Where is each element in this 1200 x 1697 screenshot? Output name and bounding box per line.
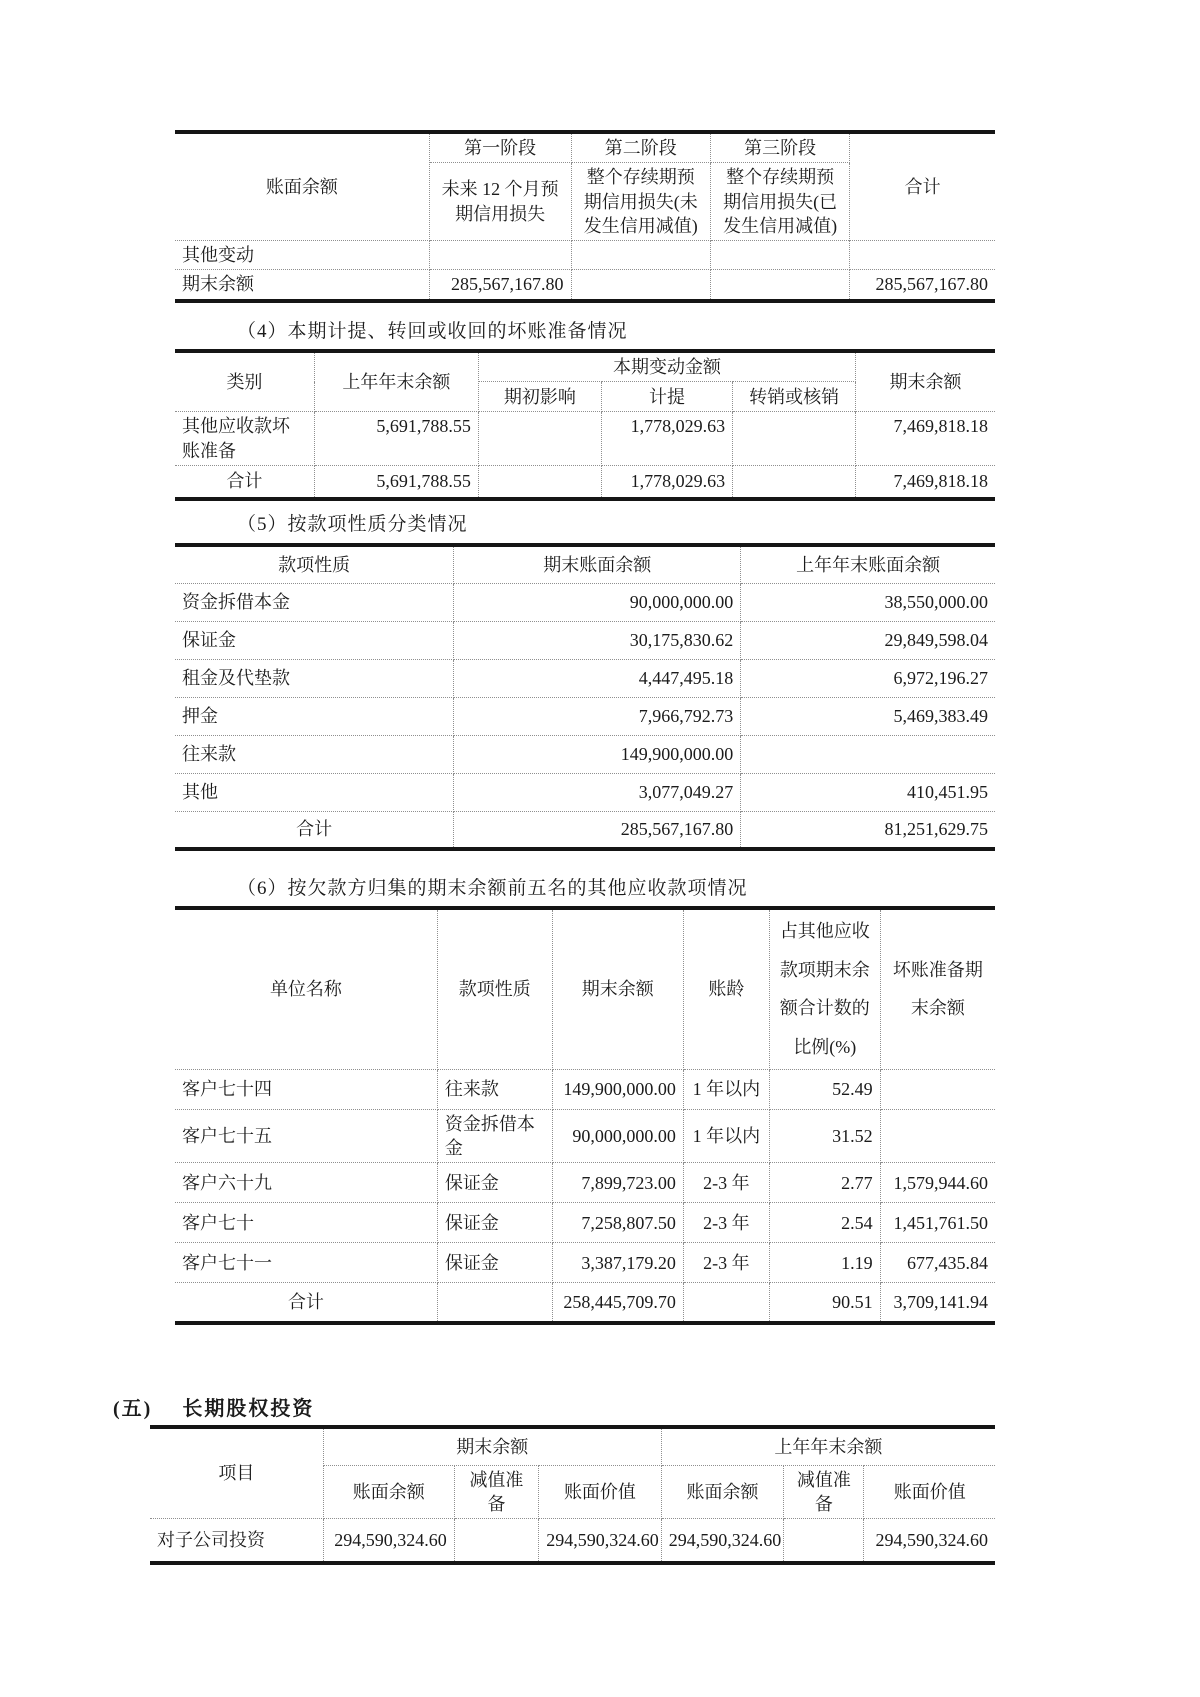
value-cell: 90.51 [769, 1283, 880, 1323]
header-cell-entity: 单位名称 [175, 908, 437, 1069]
header-cell-stage2: 第二阶段 [571, 132, 710, 163]
table-row [175, 241, 995, 270]
header-cell-prev-balance: 上年年末账面余额 [741, 545, 995, 583]
header-cell-writeoff: 转销或核销 [733, 382, 856, 412]
header-cell-book-value: 账面价值 [539, 1465, 662, 1519]
empty-cell [880, 1109, 995, 1163]
value-cell: 5,691,788.55 [314, 412, 478, 466]
value-cell: 2-3 年 [683, 1243, 769, 1283]
label-cell: 客户七十一 [175, 1243, 437, 1283]
value-cell: 3,387,179.20 [552, 1243, 683, 1283]
value-cell: 285,567,167.80 [850, 270, 995, 301]
long-term-equity-table [150, 1425, 995, 1565]
top-five-debtors-table-wrap [175, 906, 995, 1325]
header-cell-book-balance: 账面余额 [323, 1465, 454, 1519]
table-row [175, 1163, 995, 1203]
value-cell: 资金拆借本金 [437, 1109, 552, 1163]
header-cell-impairment-prev: 减值准备 [784, 1465, 864, 1519]
header-cell-change-group: 本期变动金额 [478, 351, 855, 382]
table-row [175, 1109, 995, 1163]
corner-header-cell: 账面余额 [175, 132, 429, 241]
header-cell-prev-group: 上年年末余额 [661, 1427, 995, 1465]
empty-cell [850, 241, 995, 270]
value-cell: 2.54 [769, 1203, 880, 1243]
section-5-heading: （5）按款项性质分类情况 [237, 514, 468, 535]
value-cell: 往来款 [437, 1069, 552, 1109]
table-row [175, 583, 995, 621]
empty-cell [571, 270, 710, 301]
header-cell-item: 项目 [150, 1427, 323, 1519]
label-cell: 其他变动 [175, 241, 429, 270]
empty-cell [571, 241, 710, 270]
header-cell-stage1-desc: 未来 12 个月预期信用损失 [429, 163, 571, 241]
value-cell: 1,778,029.63 [601, 465, 732, 499]
value-cell: 7,469,818.18 [856, 465, 995, 499]
bad-debt-provision-table-wrap [175, 349, 995, 501]
label-cell: 保证金 [175, 621, 454, 659]
value-cell: 90,000,000.00 [454, 583, 741, 621]
table-row-total [175, 1283, 995, 1323]
header-cell-category: 类别 [175, 351, 314, 412]
header-cell-ending-group: 期末余额 [323, 1427, 661, 1465]
table-row [175, 1203, 995, 1243]
label-cell: 资金拆借本金 [175, 583, 454, 621]
nature-classification-table [175, 543, 995, 851]
table-row-total [175, 465, 995, 499]
value-cell: 5,469,383.49 [741, 697, 995, 735]
header-cell-total: 合计 [850, 132, 995, 241]
value-cell: 294,590,324.60 [539, 1519, 662, 1563]
label-cell: 客户七十四 [175, 1069, 437, 1109]
bad-debt-provision-table [175, 349, 995, 501]
header-cell-accrual: 计提 [601, 382, 732, 412]
nature-classification-table-wrap [175, 543, 995, 851]
value-cell: 29,849,598.04 [741, 621, 995, 659]
header-cell-ending: 期末余额 [552, 908, 683, 1069]
label-cell: 合计 [175, 811, 454, 849]
empty-cell [741, 735, 995, 773]
value-cell: 677,435.84 [880, 1243, 995, 1283]
value-cell: 2.77 [769, 1163, 880, 1203]
table-row [175, 735, 995, 773]
value-cell: 1,579,944.60 [880, 1163, 995, 1203]
value-cell: 81,251,629.75 [741, 811, 995, 849]
label-cell: 其他应收款坏账准备 [175, 412, 314, 466]
value-cell: 1.19 [769, 1243, 880, 1283]
value-cell: 6,972,196.27 [741, 659, 995, 697]
label-cell: 期末余额 [175, 270, 429, 301]
value-cell: 2-3 年 [683, 1163, 769, 1203]
header-cell-initial: 期初影响 [478, 382, 601, 412]
value-cell: 285,567,167.80 [454, 811, 741, 849]
label-cell: 租金及代垫款 [175, 659, 454, 697]
value-cell: 258,445,709.70 [552, 1283, 683, 1323]
value-cell: 52.49 [769, 1069, 880, 1109]
header-cell-bad-debt: 坏账准备期末余额 [880, 908, 995, 1069]
section-4-heading: （4）本期计提、转回或收回的坏账准备情况 [237, 321, 628, 342]
empty-cell [733, 412, 856, 466]
value-cell: 149,900,000.00 [552, 1069, 683, 1109]
value-cell: 30,175,830.62 [454, 621, 741, 659]
header-cell-book-value-prev: 账面价值 [864, 1465, 995, 1519]
label-cell: 客户六十九 [175, 1163, 437, 1203]
empty-cell [784, 1519, 864, 1563]
table-row [175, 621, 995, 659]
value-cell: 1 年以内 [683, 1069, 769, 1109]
header-cell-stage2-desc: 整个存续期预期信用损失(未发生信用减值) [571, 163, 710, 241]
stage-balance-table [175, 130, 995, 303]
table-row [150, 1519, 995, 1563]
section-wu-heading-row [113, 1392, 314, 1421]
label-cell: 押金 [175, 697, 454, 735]
empty-cell [710, 241, 849, 270]
value-cell: 保证金 [437, 1243, 552, 1283]
empty-cell [437, 1283, 552, 1323]
header-cell-prev-year: 上年年末余额 [314, 351, 478, 412]
top-five-debtors-table [175, 906, 995, 1325]
label-cell: 对子公司投资 [150, 1519, 323, 1563]
header-cell-aging: 账龄 [683, 908, 769, 1069]
table-row [175, 773, 995, 811]
empty-cell [880, 1069, 995, 1109]
header-cell-stage3: 第三阶段 [710, 132, 849, 163]
value-cell: 4,447,495.18 [454, 659, 741, 697]
empty-cell [429, 241, 571, 270]
value-cell: 1 年以内 [683, 1109, 769, 1163]
table-row [175, 412, 995, 466]
value-cell: 38,550,000.00 [741, 583, 995, 621]
header-cell-nature: 款项性质 [175, 545, 454, 583]
empty-cell [710, 270, 849, 301]
table-row [175, 659, 995, 697]
header-cell-book-balance-prev: 账面余额 [661, 1465, 784, 1519]
header-cell-stage3-desc: 整个存续期预期信用损失(已发生信用减值) [710, 163, 849, 241]
header-cell-ratio: 占其他应收款项期末余额合计数的比例(%) [769, 908, 880, 1069]
header-cell-ending-balance: 期末账面余额 [454, 545, 741, 583]
stage-balance-table-wrap [175, 130, 995, 303]
value-cell: 7,469,818.18 [856, 412, 995, 466]
value-cell: 3,077,049.27 [454, 773, 741, 811]
header-cell-nature: 款项性质 [437, 908, 552, 1069]
value-cell: 90,000,000.00 [552, 1109, 683, 1163]
section-wu-heading: 长期股权投资 [182, 1398, 315, 1420]
header-cell-stage1: 第一阶段 [429, 132, 571, 163]
header-cell-impairment: 减值准备 [454, 1465, 539, 1519]
value-cell: 294,590,324.60 [323, 1519, 454, 1563]
value-cell: 7,899,723.00 [552, 1163, 683, 1203]
value-cell: 5,691,788.55 [314, 465, 478, 499]
table-row [175, 270, 995, 301]
label-cell: 客户七十 [175, 1203, 437, 1243]
value-cell: 保证金 [437, 1203, 552, 1243]
label-cell: 客户七十五 [175, 1109, 437, 1163]
table-row [175, 1069, 995, 1109]
value-cell: 149,900,000.00 [454, 735, 741, 773]
label-cell: 其他 [175, 773, 454, 811]
value-cell: 285,567,167.80 [429, 270, 571, 301]
value-cell: 3,709,141.94 [880, 1283, 995, 1323]
empty-cell [733, 465, 856, 499]
empty-cell [478, 412, 601, 466]
value-cell: 1,451,761.50 [880, 1203, 995, 1243]
value-cell: 2-3 年 [683, 1203, 769, 1243]
table-row [175, 1243, 995, 1283]
table-row-total [175, 811, 995, 849]
header-cell-ending: 期末余额 [856, 351, 995, 412]
label-cell: 合计 [175, 465, 314, 499]
label-cell: 往来款 [175, 735, 454, 773]
value-cell: 7,258,807.50 [552, 1203, 683, 1243]
empty-cell [454, 1519, 539, 1563]
table-row [175, 697, 995, 735]
value-cell: 31.52 [769, 1109, 880, 1163]
long-term-equity-table-wrap [150, 1425, 995, 1565]
value-cell: 1,778,029.63 [601, 412, 732, 466]
value-cell: 保证金 [437, 1163, 552, 1203]
value-cell: 294,590,324.60 [864, 1519, 995, 1563]
empty-cell [683, 1283, 769, 1323]
value-cell: 410,451.95 [741, 773, 995, 811]
section-wu-number: (五) [113, 1398, 153, 1420]
section-6-heading: （6）按欠款方归集的期末余额前五名的其他应收款项情况 [237, 878, 748, 899]
value-cell: 7,966,792.73 [454, 697, 741, 735]
empty-cell [478, 465, 601, 499]
value-cell: 294,590,324.60 [661, 1519, 784, 1563]
label-cell: 合计 [175, 1283, 437, 1323]
